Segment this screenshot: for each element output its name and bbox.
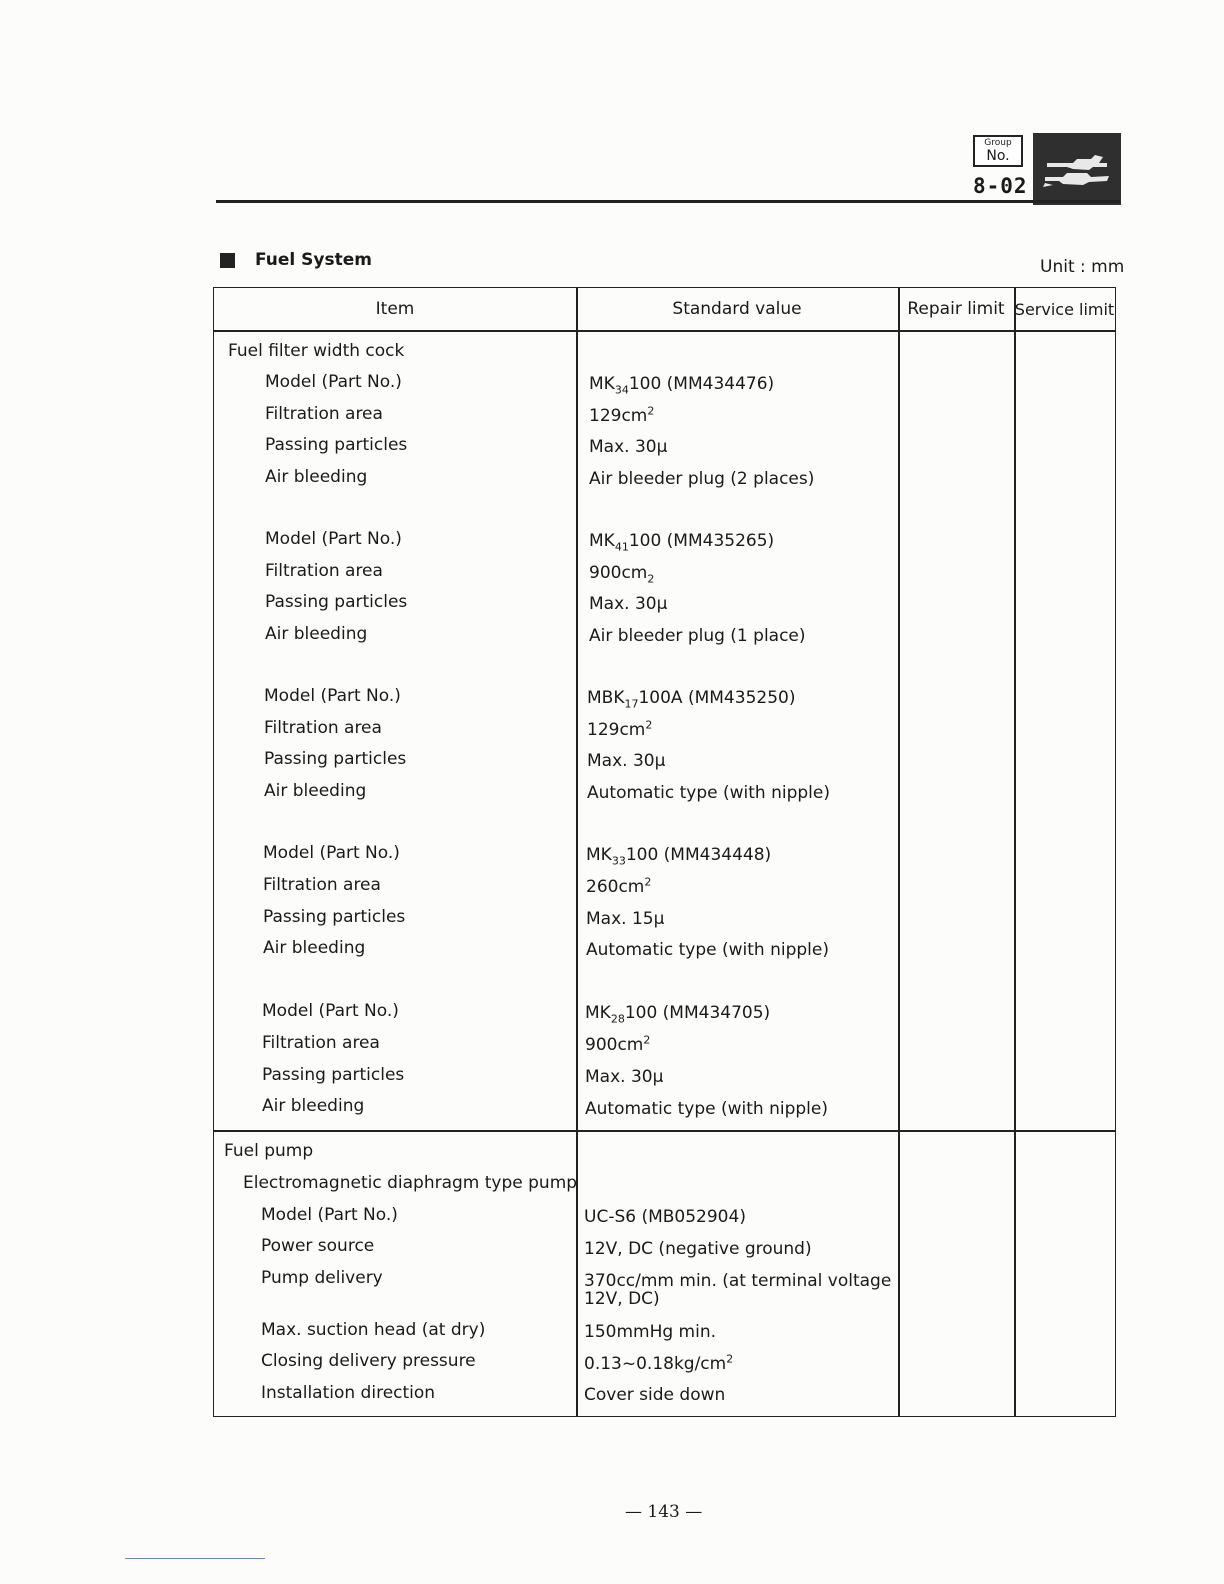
pump-value: 370cc/mm min. (at terminal voltage — [584, 1271, 892, 1291]
pump-value: 150mmHg min. — [584, 1322, 717, 1342]
group-number-box — [973, 135, 1023, 167]
filter-model-label: Model (Part No.) — [264, 686, 401, 706]
filter-section-title: Fuel filter width cock — [228, 341, 405, 361]
filter-particles-value: Max. 30μ — [585, 1067, 664, 1087]
filter-bleeding-label: Air bleeding — [264, 781, 367, 801]
column-divider — [576, 288, 578, 1416]
filter-particles-label: Passing particles — [264, 749, 407, 769]
filter-model-label: Model (Part No.) — [265, 529, 402, 549]
filter-bleeding-value: Air bleeder plug (2 places) — [589, 469, 815, 489]
pump-value: UC-S6 (MB052904) — [584, 1207, 746, 1227]
column-divider — [898, 288, 900, 1416]
header-item: Item — [375, 299, 415, 319]
filter-model-value: $MK_{41}100$ (MM435265) — [589, 531, 775, 554]
pump-label: Model (Part No.) — [261, 1205, 398, 1225]
pump-label: Pump delivery — [261, 1268, 383, 1288]
section-divider — [214, 1130, 1115, 1132]
filter-area-value: $129cm^2$ — [587, 718, 653, 740]
section-title-text: Fuel System — [255, 250, 372, 270]
filter-model-label: Model (Part No.) — [265, 372, 402, 392]
scan-artifact-line — [125, 1558, 265, 1559]
filter-model-label: Model (Part No.) — [263, 843, 400, 863]
pump-subtitle: Electromagnetic diaphragm type pump — [243, 1173, 578, 1193]
pump-section-title: Fuel pump — [224, 1141, 314, 1161]
filter-bleeding-label: Air bleeding — [263, 938, 366, 958]
filter-particles-label: Passing particles — [262, 1065, 405, 1085]
filter-model-label: Model (Part No.) — [262, 1001, 399, 1021]
filter-bleeding-label: Air bleeding — [265, 624, 368, 644]
section-title — [220, 250, 372, 270]
pump-value: $0.13\sim 0.18kg/cm^2$ — [584, 1352, 734, 1374]
pump-label: Closing delivery pressure — [261, 1351, 476, 1371]
filter-bleeding-value: Automatic type (with nipple) — [587, 783, 830, 803]
filter-bleeding-label: Air bleeding — [265, 467, 368, 487]
pump-value: 12V, DC (negative ground) — [584, 1239, 812, 1259]
filter-model-value: $MK_{34}100$ (MM434476) — [589, 374, 775, 397]
header-service-limit: Service limit — [1014, 299, 1115, 319]
filter-area-value: $900cm_2$ — [589, 563, 655, 586]
header-standard-value: Standard value — [672, 299, 802, 319]
filter-bleeding-value: Air bleeder plug (1 place) — [589, 626, 806, 646]
pump-label: Max. suction head (at dry) — [261, 1320, 486, 1340]
filter-area-value: $900cm^2$ — [585, 1033, 651, 1055]
filter-particles-label: Passing particles — [265, 592, 408, 612]
filter-area-label: Filtration area — [265, 561, 383, 581]
filter-bleeding-value: Automatic type (with nipple) — [585, 1099, 828, 1119]
no-label: No. — [986, 148, 1010, 164]
filter-area-label: Filtration area — [264, 718, 382, 738]
page-number: — 143 — — [625, 1502, 703, 1522]
spec-table — [213, 287, 1116, 1417]
filter-particles-value: Max. 30μ — [589, 437, 668, 457]
pump-label: Power source — [261, 1236, 375, 1256]
header-divider — [214, 330, 1115, 332]
filter-bleeding-value: Automatic type (with nipple) — [586, 940, 829, 960]
filter-area-label: Filtration area — [265, 404, 383, 424]
filter-particles-value: Max. 30μ — [587, 751, 666, 771]
pump-label: Installation direction — [261, 1383, 436, 1403]
group-number: 8-02 — [973, 174, 1028, 198]
wrench-tools-icon — [1033, 133, 1121, 205]
filter-area-label: Filtration area — [263, 875, 381, 895]
header-rule — [216, 200, 1120, 203]
column-divider — [1014, 288, 1016, 1416]
group-label: Group — [984, 138, 1012, 148]
filter-area-label: Filtration area — [262, 1033, 380, 1053]
filter-bleeding-label: Air bleeding — [262, 1096, 365, 1116]
filter-particles-label: Passing particles — [265, 435, 408, 455]
filter-particles-value: Max. 30μ — [589, 594, 668, 614]
filter-model-value: $MBK_{17}100A$ (MM435250) — [587, 688, 796, 711]
pump-value-continued: 12V, DC) — [584, 1289, 660, 1309]
filter-area-value: $129cm^2$ — [589, 404, 655, 426]
pump-value: Cover side down — [584, 1385, 726, 1405]
header-repair-limit: Repair limit — [907, 299, 1005, 319]
unit-label: Unit : mm — [1040, 257, 1125, 277]
bullet-square-icon — [220, 253, 235, 268]
filter-particles-value: Max. 15μ — [586, 909, 665, 929]
filter-model-value: $MK_{28}100$ (MM434705) — [585, 1003, 771, 1026]
filter-model-value: $MK_{33}100$ (MM434448) — [586, 845, 772, 868]
filter-area-value: $260cm^2$ — [586, 875, 652, 897]
filter-particles-label: Passing particles — [263, 907, 406, 927]
